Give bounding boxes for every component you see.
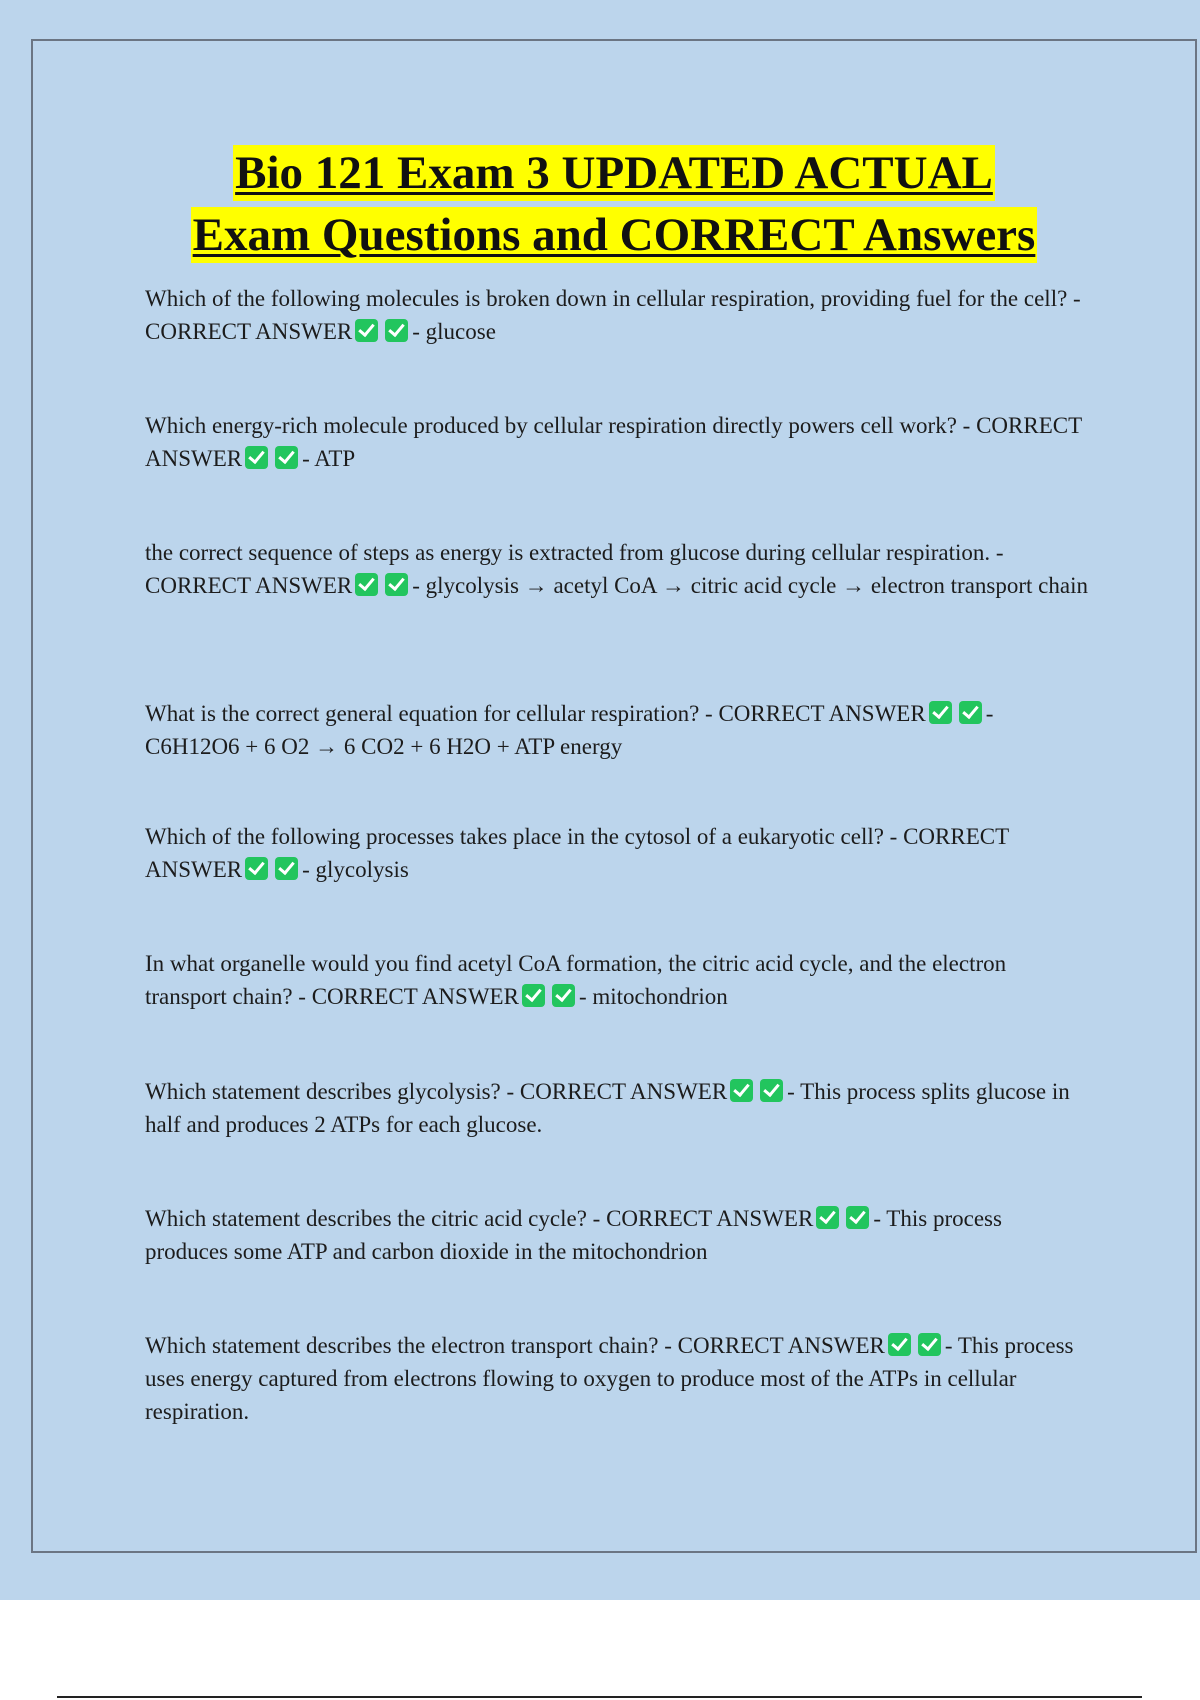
- check-box-icon: [846, 1206, 869, 1229]
- check-box-icon: [355, 319, 378, 342]
- check-box-icon: [816, 1206, 839, 1229]
- question-text: What is the correct general equation for cellular respiration? -: [145, 701, 713, 726]
- answer-text: - This process produces some ATP and carbon dioxide in the mitochondrion: [145, 1206, 1002, 1264]
- qa-item-1: [145, 282, 1090, 348]
- answer-text: - glycolysis → acetyl CoA → citric acid cycle → electron transport chain: [412, 573, 1088, 598]
- check-box-icon: [918, 1333, 941, 1356]
- answer-marker: CORRECT ANSWER: [145, 413, 1082, 471]
- answer-marker: CORRECT ANSWER: [606, 1206, 814, 1231]
- question-text: In what organelle would you find acetyl CoA formation, the citric acid cycle, and the electron transport chain? -: [145, 951, 1007, 1009]
- check-box-icon: [275, 446, 298, 469]
- answer-marker: CORRECT ANSWER: [145, 573, 353, 598]
- answer-marker: CORRECT ANSWER: [718, 701, 926, 726]
- qa-item-6: [145, 947, 1090, 1013]
- check-box-icon: [929, 701, 952, 724]
- qa-item-5: [145, 820, 1090, 886]
- footer-rule: [57, 1696, 1142, 1698]
- check-box-icon: [522, 984, 545, 1007]
- answer-text: - mitochondrion: [578, 984, 728, 1009]
- question-text: Which statement describes the citric acid cycle? -: [145, 1206, 601, 1231]
- check-box-icon: [385, 319, 408, 342]
- check-box-icon: [275, 857, 298, 880]
- answer-marker: CORRECT ANSWER: [145, 824, 1009, 882]
- qa-item-9: [145, 1329, 1090, 1428]
- answer-text: - This process splits glucose in half and produces 2 ATPs for each glucose.: [145, 1079, 1070, 1137]
- check-box-icon: [355, 573, 378, 596]
- answer-text: - This process uses energy captured from electrons flowing to oxygen to produce most of the ATPs in cellular respiration.: [145, 1333, 1074, 1424]
- title-line-2: Exam Questions and CORRECT Answers: [192, 209, 1036, 261]
- question-text: Which of the following molecules is broken down in cellular respiration, providing fuel for the cell? -: [145, 286, 1081, 311]
- check-box-icon: [552, 984, 575, 1007]
- question-text: the correct sequence of steps as energy is extracted from glucose during cellular respiration. -: [145, 540, 1004, 565]
- answer-marker: CORRECT ANSWER: [311, 984, 519, 1009]
- answer-text: - C6H12O6 + 6 O2 → 6 CO2 + 6 H2O + ATP energy: [145, 701, 994, 759]
- check-box-icon: [245, 446, 268, 469]
- answer-marker: CORRECT ANSWER: [519, 1079, 728, 1104]
- check-box-icon: [760, 1079, 783, 1102]
- document-title: [31, 145, 1197, 269]
- qa-item-8: [145, 1202, 1090, 1268]
- check-box-icon: [730, 1079, 753, 1102]
- answer-marker: CORRECT ANSWER: [145, 319, 353, 344]
- qa-item-4: [145, 697, 1090, 763]
- answer-text: - ATP: [302, 446, 356, 471]
- qa-item-3: [145, 536, 1090, 602]
- question-text: Which energy-rich molecule produced by cellular respiration directly powers cell work? -: [145, 413, 971, 438]
- question-text: Which of the following processes takes place in the cytosol of a eukaryotic cell? -: [145, 824, 898, 849]
- qa-item-2: [145, 409, 1090, 475]
- question-text: Which statement describes the electron transport chain? -: [145, 1333, 672, 1358]
- check-box-icon: [888, 1333, 911, 1356]
- answer-text: - glucose: [412, 319, 496, 344]
- question-text: Which statement describes glycolysis? -: [145, 1079, 515, 1104]
- answer-marker: CORRECT ANSWER: [677, 1333, 885, 1358]
- check-box-icon: [385, 573, 408, 596]
- answer-text: - glycolysis: [302, 857, 409, 882]
- check-box-icon: [959, 701, 982, 724]
- title-line-1: Bio 121 Exam 3 UPDATED ACTUAL: [235, 147, 993, 199]
- check-box-icon: [245, 857, 268, 880]
- qa-item-7: [145, 1075, 1090, 1141]
